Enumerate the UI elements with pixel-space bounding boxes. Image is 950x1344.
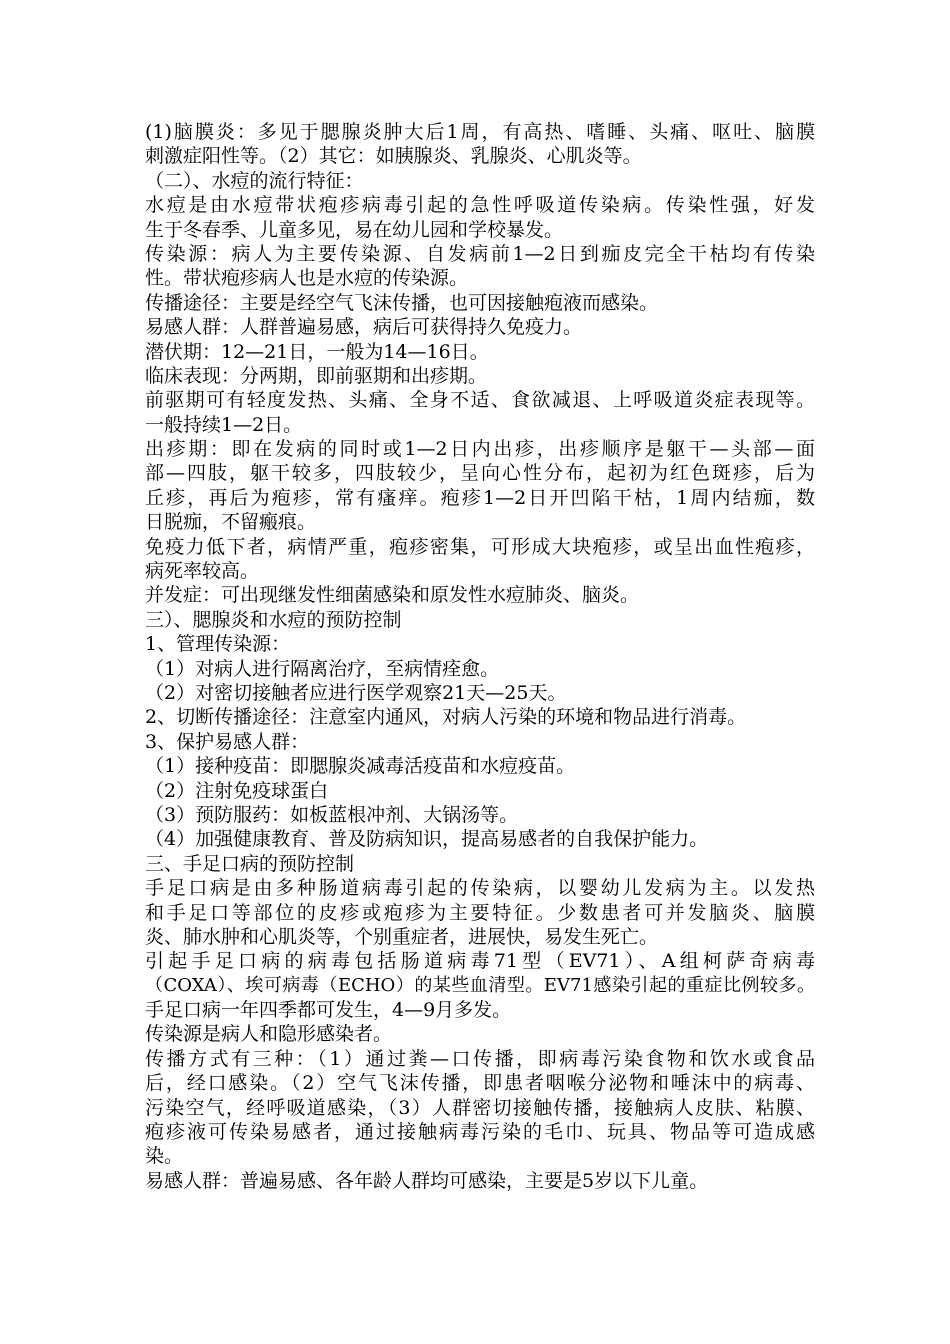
text-line: 3、保护易感人群： [145, 730, 310, 753]
text-line: (1)脑膜炎：多见于腮腺炎肿大后1周，有高热、嗜睡、头痛、呕吐、脑膜 [145, 121, 815, 143]
text-line: 传染源：病人为主要传染源、自发病前1—2日到痂皮完全干枯均有传染 [145, 242, 815, 265]
text-line: 手足口病是由多种肠道病毒引起的传染病，以婴幼儿发病为主。以发热 [145, 877, 815, 900]
text-line: 刺激症阳性等。（2）其它：如胰腺炎、乳腺炎、心肌炎等。 [145, 145, 642, 168]
text-line: （二）、水痘的流行特征： [145, 169, 364, 192]
text-line: （1）接种疫苗：即腮腺炎减毒活疫苗和水痘疫苗。 [145, 755, 576, 778]
text-line: 三、手足口病的预防控制 [145, 852, 355, 875]
document-page [145, 120, 815, 1193]
text-line: 前驱期可有轻度发热、头痛、全身不适、食欲减退、上呼吸道炎症表现等。 [145, 389, 815, 412]
text-line: 污染空气，经呼吸道感染，（3）人群密切接触传播，接触病人皮肤、粘膜、 [145, 1096, 815, 1119]
text-line: 水痘是由水痘带状疱疹病毒引起的急性呼吸道传染病。传染性强，好发 [145, 194, 815, 217]
text-line: （2）对密切接触者应进行医学观察21天—25天。 [145, 681, 567, 704]
text-line: 三）、腮腺炎和水痘的预防控制 [145, 608, 402, 631]
text-line: 潜伏期：12—21日，一般为14—16日。 [145, 340, 489, 363]
text-line: 炎、肺水肿和心肌炎等，个别重症者，进展快，易发生死亡。 [145, 925, 659, 948]
text-line: 传播方式有三种：（1）通过粪—口传播，即病毒污染食物和饮水或食品 [145, 1047, 815, 1070]
text-line: 部—四肢，躯干较多，四肢较少，呈向心性分布，起初为红色斑疹，后为 [145, 462, 815, 485]
text-line: （1）对病人进行隔离治疗，至病情痊愈。 [145, 657, 500, 680]
text-line: 免疫力低下者，病情严重，疱疹密集，可形成大块疱疹，或呈出血性疱疹， [145, 535, 815, 558]
text-line: 并发症：可出现继发性细菌感染和原发性水痘肺炎、脑炎。 [145, 584, 640, 607]
text-line: 丘疹，再后为疱疹，常有瘙痒。疱疹1—2日开凹陷干枯，1周内结痂，数 [145, 486, 815, 509]
text-line: 临床表现：分两期，即前驱期和出疹期。 [145, 364, 488, 387]
text-line: 和手足口等部位的皮疹或疱疹为主要特征。少数患者可并发脑炎、脑膜 [145, 901, 815, 924]
text-line: （COXA）、埃可病毒（ECHO）的某些血清型。EV71感染引起的重症比例较多。 [145, 974, 815, 996]
text-line: 传染源是病人和隐形感染者。 [145, 1023, 393, 1046]
text-line: 引起手足口病的病毒包括肠道病毒71型（EV71）、A组柯萨奇病毒 [145, 950, 815, 973]
text-line: 日脱痂，不留瘢痕。 [145, 511, 317, 534]
text-line: 出疹期：即在发病的同时或1—2日内出疹，出疹顺序是躯干—头部—面 [145, 438, 815, 461]
text-line: 易感人群：普遍易感、各年龄人群均可感染，主要是5岁以下儿童。 [145, 1169, 709, 1192]
text-line: 1、管理传染源： [145, 633, 291, 656]
text-line: 生于冬春季、儿童多见，易在幼儿园和学校暴发。 [145, 218, 564, 241]
text-line: 传播途径：主要是经空气飞沫传播，也可因接触疱液而感染。 [145, 291, 659, 314]
text-line: 性。带状疱疹病人也是水痘的传染源。 [145, 267, 469, 290]
text-line: 2、切断传播途径：注意室内通风，对病人污染的环境和物品进行消毒。 [145, 706, 747, 729]
text-line: 染。 [145, 1145, 184, 1168]
text-line: 疱疹液可传染易感者，通过接触病毒污染的毛巾、玩具、物品等可造成感 [145, 1121, 815, 1144]
text-line: 病死率较高。 [145, 560, 260, 583]
text-line: （4）加强健康教育、普及防病知识，提高易感者的自我保护能力。 [145, 828, 709, 851]
text-line: 易感人群：人群普遍易感，病后可获得持久免疫力。 [145, 316, 583, 339]
text-line: 一般持续1—2日。 [145, 413, 303, 436]
text-line: （2）注射免疫球蛋白 [145, 779, 329, 802]
text-line: （3）预防服药：如板蓝根冲剂、大锅汤等。 [145, 803, 519, 826]
text-line: 后，经口感染。（2）空气飞沫传播，即患者咽喉分泌物和唾沫中的病毒、 [145, 1072, 815, 1095]
text-line: 手足口病一年四季都可发生，4—9月多发。 [145, 999, 512, 1022]
